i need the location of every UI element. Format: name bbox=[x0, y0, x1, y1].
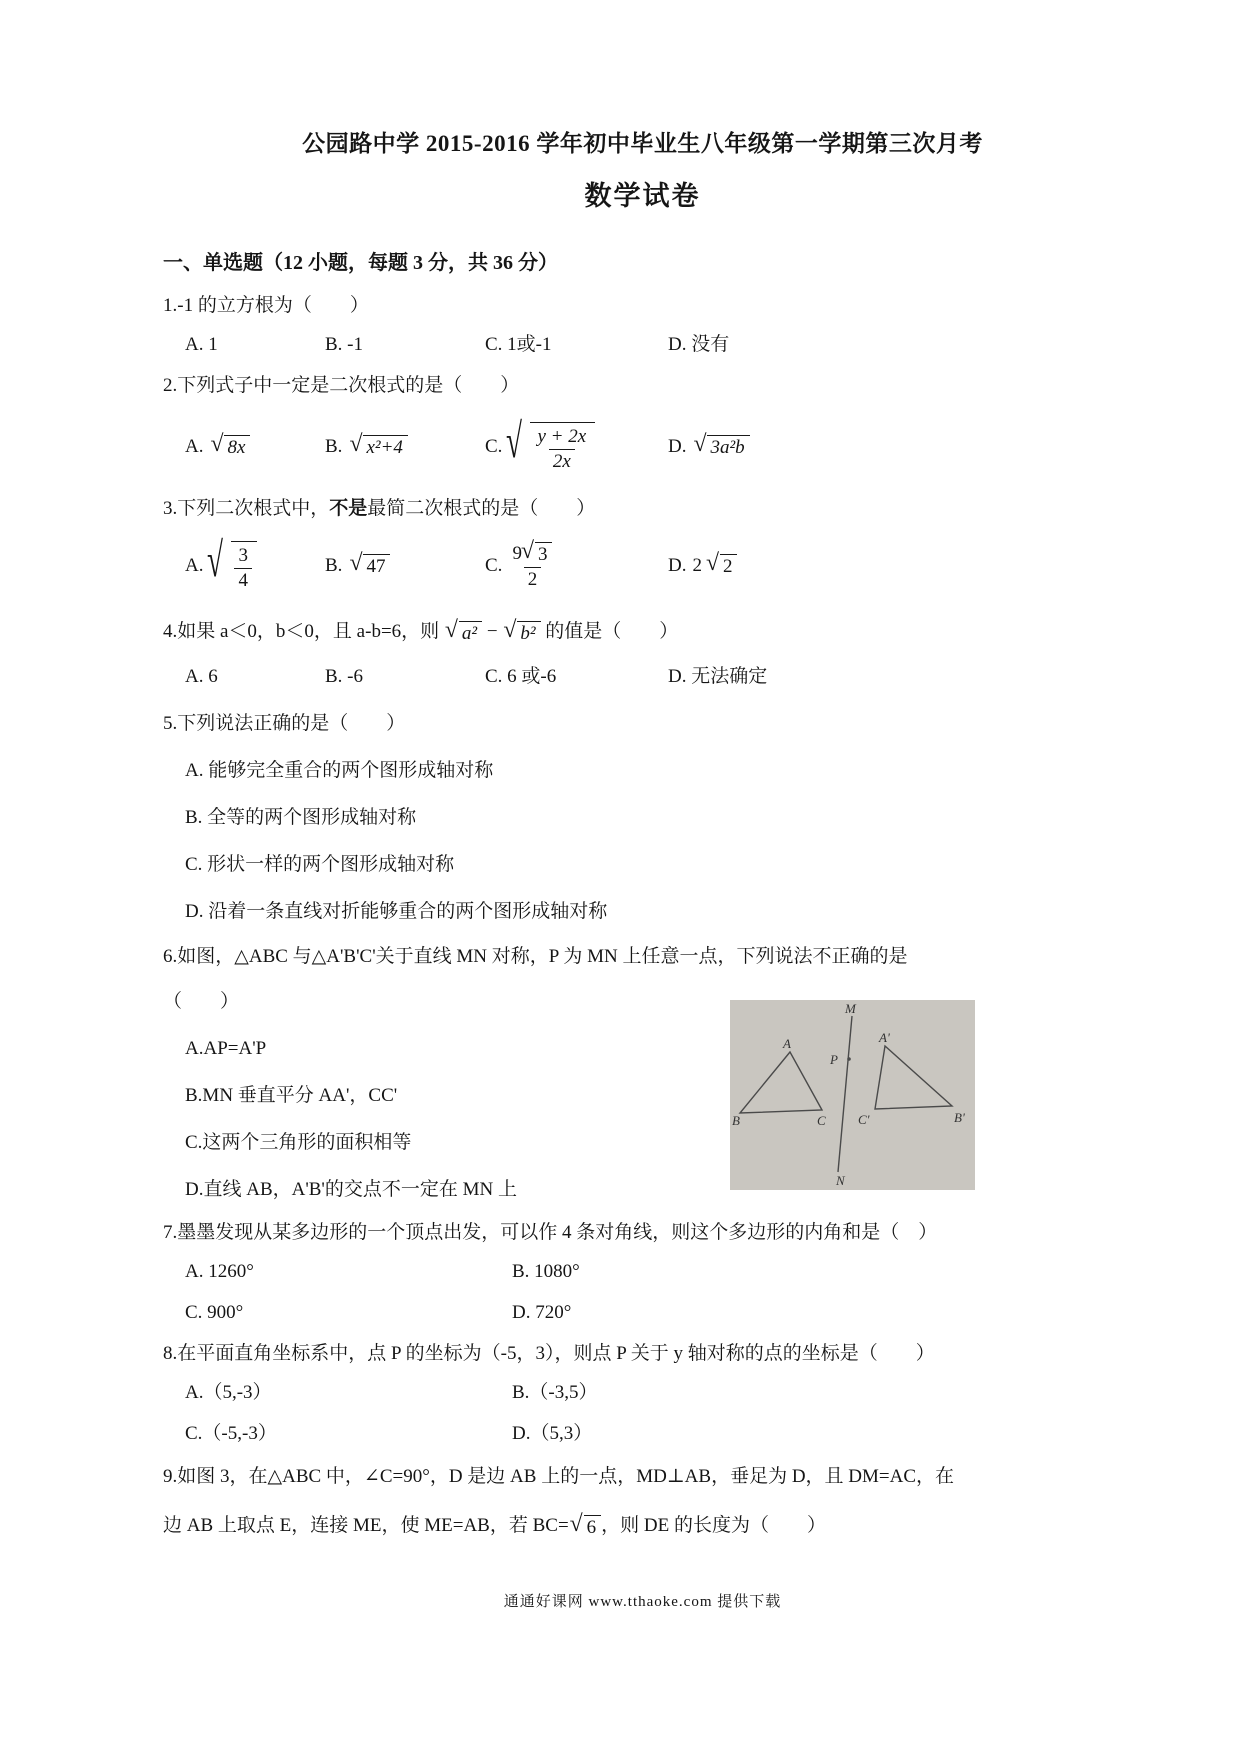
radicand: b² bbox=[520, 622, 536, 644]
q7-option-c: C. 900° bbox=[185, 1301, 244, 1323]
radicand: 6 bbox=[586, 1516, 597, 1538]
radicand: 47 bbox=[366, 556, 386, 578]
question-9-line1: 9.如图 3，在△ABC 中，∠C=90°，D 是边 AB 上的一点，MD⊥AB，垂足为 D，且 DM=AC，在 bbox=[163, 1465, 955, 1487]
label-C-prime: C' bbox=[858, 1112, 870, 1128]
figure-background bbox=[730, 1000, 975, 1190]
q5-option-c: C. 形状一样的两个图形成轴对称 bbox=[185, 854, 455, 876]
label-N: N bbox=[836, 1173, 845, 1189]
footer-text: 通通好课网 www.tthaoke.com 提供下载 bbox=[503, 1593, 782, 1610]
exam-subtitle: 数学试卷 bbox=[584, 180, 701, 211]
q6-option-a: A.AP=A'P bbox=[185, 1037, 267, 1059]
q1-option-b: B. -1 bbox=[325, 334, 363, 356]
q2-option-d bbox=[668, 434, 1122, 461]
question-6-paren: （ ） bbox=[163, 991, 240, 1012]
sqrt-expression bbox=[224, 435, 250, 459]
q6-option-d: D.直线 AB，A'B'的交点不一定在 MN 上 bbox=[185, 1178, 517, 1200]
q3-option-b-label: B. bbox=[325, 554, 343, 576]
question-4-options bbox=[185, 664, 1122, 691]
question-4-stem bbox=[163, 619, 1122, 646]
q2-option-d-label: D. bbox=[668, 435, 687, 457]
label-B: B bbox=[732, 1113, 740, 1129]
sqrt-fraction-expression bbox=[530, 422, 595, 473]
q3-stem-pre: 3.下列二次根式中， bbox=[163, 498, 330, 520]
question-1-options bbox=[185, 332, 1122, 359]
q7-option-a: A. 1260° bbox=[185, 1261, 254, 1282]
coefficient: 9 bbox=[512, 542, 522, 564]
q9-line2-post: ，则 DE 的长度为（ ） bbox=[601, 1514, 826, 1536]
label-A: A bbox=[783, 1036, 791, 1052]
sqrt-expression bbox=[459, 621, 482, 645]
denominator: 2 bbox=[524, 567, 542, 591]
sqrt-expression bbox=[720, 554, 738, 578]
question-8-options bbox=[185, 1380, 1122, 1448]
q2-option-b-label: B. bbox=[325, 435, 343, 457]
q6-option-c: C.这两个三角形的面积相等 bbox=[185, 1131, 412, 1153]
q3-option-a bbox=[185, 541, 325, 592]
q3-stem-bold: 不是 bbox=[329, 498, 368, 520]
q6-figure bbox=[730, 1000, 975, 1199]
denominator: 2x bbox=[549, 449, 575, 473]
q8-option-a: A.（5,-3） bbox=[185, 1381, 272, 1403]
sqrt-fraction-expression bbox=[231, 541, 257, 592]
q5-option-a: A. 能够完全重合的两个图形成轴对称 bbox=[185, 760, 494, 782]
question-2-stem: 2.下列式子中一定是二次根式的是（ ） bbox=[163, 375, 520, 397]
point-P bbox=[847, 1057, 851, 1061]
radicand: 8x bbox=[227, 437, 246, 459]
q7-option-d: D. 720° bbox=[512, 1301, 572, 1323]
radicand: a² bbox=[461, 622, 478, 644]
q4-option-d: D. 无法确定 bbox=[668, 666, 768, 688]
q2-option-a bbox=[185, 434, 325, 461]
exam-content bbox=[163, 128, 1122, 1613]
q4-stem-pre: 4.如果 a＜0，b＜0，且 a-b=6，则 bbox=[163, 621, 444, 643]
sqrt-expression bbox=[363, 554, 390, 578]
q3-option-b bbox=[325, 553, 485, 580]
q5-option-d: D. 沿着一条直线对折能够重合的两个图形成轴对称 bbox=[185, 901, 608, 923]
q2-option-a-label: A. bbox=[185, 435, 204, 457]
fraction bbox=[533, 426, 590, 473]
q2-option-b bbox=[325, 434, 485, 461]
q8-option-b: B.（-3,5） bbox=[512, 1381, 598, 1403]
question-2-options bbox=[185, 418, 1122, 476]
q4-option-c: C. 6 或-6 bbox=[485, 666, 557, 688]
radicand: x²+4 bbox=[366, 437, 403, 459]
numerator bbox=[508, 542, 556, 567]
label-C: C bbox=[817, 1113, 826, 1129]
q4-option-b: B. -6 bbox=[325, 666, 363, 688]
question-3-stem bbox=[163, 496, 1122, 523]
radicand: 3 bbox=[537, 543, 548, 565]
question-9-line2 bbox=[163, 1513, 1122, 1540]
q7-option-b: B. 1080° bbox=[512, 1261, 580, 1282]
radicand: 2 bbox=[722, 556, 733, 578]
symmetry-figure bbox=[730, 1000, 975, 1190]
label-M: M bbox=[845, 1001, 856, 1017]
question-7-options bbox=[185, 1259, 1122, 1327]
sqrt-expression bbox=[517, 621, 540, 645]
question-1-stem: 1.-1 的立方根为（ ） bbox=[163, 295, 369, 317]
question-6 bbox=[163, 944, 1122, 1206]
q3-option-d bbox=[668, 553, 1122, 580]
sqrt-expression bbox=[363, 435, 407, 459]
q3-option-c bbox=[485, 542, 668, 591]
exam-title: 公园路中学 2015-2016 学年初中毕业生八年级第一学期第三次月考 bbox=[302, 131, 983, 156]
q5-option-b: B. 全等的两个图形成轴对称 bbox=[185, 807, 417, 829]
q4-stem-post: 的值是（ ） bbox=[540, 621, 679, 643]
question-5-stem: 5.下列说法正确的是（ ） bbox=[163, 713, 406, 735]
fraction bbox=[508, 542, 556, 591]
q2-option-c bbox=[485, 422, 668, 473]
denominator: 4 bbox=[234, 568, 252, 592]
q9-line2-pre: 边 AB 上取点 E，连接 ME，使 ME=AB，若 BC= bbox=[163, 1514, 569, 1536]
minus-sign: − bbox=[482, 621, 503, 643]
q1-option-a: A. 1 bbox=[185, 334, 218, 356]
sqrt-expression bbox=[535, 542, 553, 566]
q8-option-c: C.（-5,-3） bbox=[185, 1422, 277, 1444]
q3-option-c-label: C. bbox=[485, 554, 503, 576]
q3-option-a-label: A. bbox=[185, 554, 204, 576]
q1-option-c: C. 1或-1 bbox=[485, 334, 552, 356]
radicand: 3a²b bbox=[710, 437, 745, 459]
label-B-prime: B' bbox=[954, 1110, 965, 1126]
sqrt-expression bbox=[584, 1515, 602, 1539]
numerator: √ 3 bbox=[238, 544, 248, 566]
q4-option-a: A. 6 bbox=[185, 666, 218, 688]
q2-option-c-label: C. bbox=[485, 435, 503, 457]
q1-option-d: D. 没有 bbox=[668, 334, 730, 356]
numerator: √ y + 2x bbox=[537, 425, 587, 447]
question-8-stem: 8.在平面直角坐标系中，点 P 的坐标为（-5，3），则点 P 关于 y 轴对称的点的坐标是（ ） bbox=[163, 1342, 935, 1364]
question-6-stem: 6.如图，△ABC 与△A'B'C'关于直线 MN 对称，P 为 MN 上任意一点，下列说法不正确的是 bbox=[163, 946, 908, 968]
label-P: P bbox=[830, 1052, 838, 1068]
fraction bbox=[234, 545, 252, 592]
q6-option-b: B.MN 垂直平分 AA'，CC' bbox=[185, 1084, 398, 1106]
q3-option-d-label: D. bbox=[668, 554, 687, 576]
section-heading: 一、单选题（12 小题，每题 3 分，共 36 分） bbox=[163, 251, 558, 274]
sqrt-expression bbox=[707, 435, 749, 459]
label-A-prime: A' bbox=[879, 1030, 890, 1046]
coefficient: 2 bbox=[692, 554, 702, 576]
question-3-options bbox=[185, 537, 1122, 595]
q8-option-d: D.（5,3） bbox=[512, 1422, 593, 1444]
q3-stem-post: 最简二次根式的是（ ） bbox=[367, 498, 596, 520]
question-7-stem: 7.墨墨发现从某多边形的一个顶点出发，可以作 4 条对角线，则这个多边形的内角和是（ ） bbox=[163, 1222, 938, 1244]
